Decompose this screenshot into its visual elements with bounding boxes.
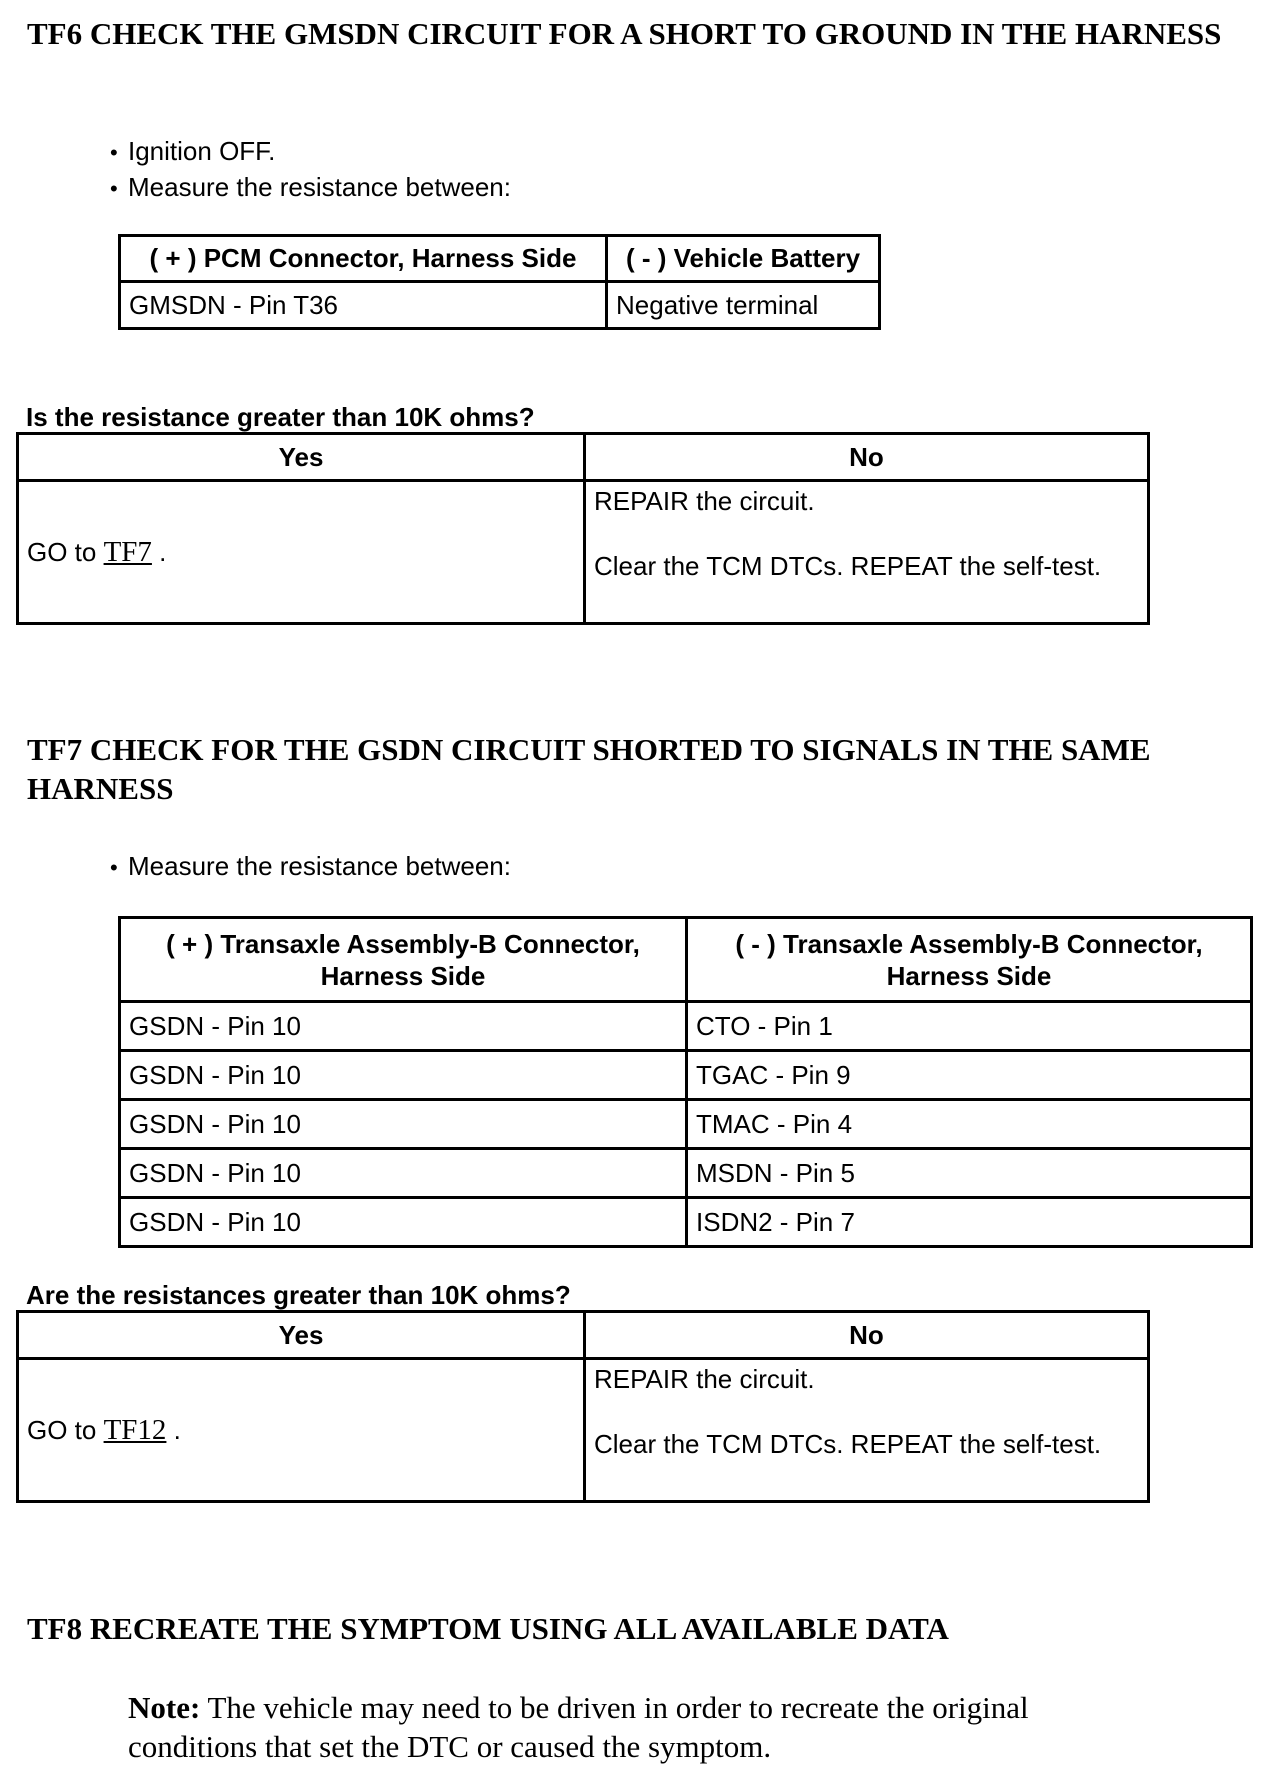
tf7-no-repair: REPAIR the circuit.: [594, 1364, 815, 1394]
tf8-note-label: Note:: [128, 1690, 201, 1725]
tf7-measurement-table: [118, 916, 1253, 1248]
tf6-title: TF6 CHECK THE GMSDN CIRCUIT FOR A SHORT TO GROUND IN THE HARNESS: [27, 16, 1222, 51]
tf6-question: Is the resistance greater than 10K ohms?: [26, 402, 535, 432]
tf7-col-negative-header: ( - ) Transaxle Assembly-B Connector, Harness Side: [687, 918, 1252, 1002]
tf7-no-cell: [585, 1359, 1149, 1502]
tf8-title: TF8 RECREATE THE SYMPTOM USING ALL AVAILABLE DATA: [27, 1611, 949, 1646]
tf7-bullet-measure: • Measure the resistance between:: [110, 849, 511, 885]
tf12-link[interactable]: TF12: [103, 1413, 167, 1446]
tf6-col-positive-header: ( + ) PCM Connector, Harness Side: [120, 236, 607, 282]
tf7-row2-positive: GSDN - Pin 10: [120, 1051, 687, 1100]
tf7-yes-header: Yes: [18, 1312, 585, 1359]
tf6-bullet-ignition: • Ignition OFF.: [110, 134, 511, 170]
tf7-question: Are the resistances greater than 10K ohms?: [26, 1280, 571, 1310]
tf7-decision-table: [16, 1310, 1150, 1503]
tf6-yes-prefix: GO to: [27, 536, 104, 567]
tf6-yes-header: Yes: [18, 434, 585, 481]
tf6-cell-positive: GMSDN - Pin T36: [120, 282, 607, 329]
tf7-row5-negative: ISDN2 - Pin 7: [687, 1198, 1252, 1247]
tf6-no-cell: [585, 481, 1149, 624]
tf6-no-clear-dtcs: Clear the TCM DTCs. REPEAT the self-test.: [594, 551, 1102, 581]
tf6-decision-table: [16, 432, 1150, 625]
tf8-note: [128, 1688, 1128, 1766]
tf7-row3-negative: TMAC - Pin 4: [687, 1100, 1252, 1149]
tf7-row3-positive: GSDN - Pin 10: [120, 1100, 687, 1149]
tf6-no-header: No: [585, 434, 1149, 481]
tf8-note-text: The vehicle may need to be driven in order to recreate the original conditions that set the DTC or caused the symptom.: [128, 1690, 1029, 1764]
tf7-no-header: No: [585, 1312, 1149, 1359]
tf6-instructions: [110, 134, 511, 206]
tf7-yes-prefix: GO to: [27, 1414, 104, 1445]
tf7-no-clear-dtcs: Clear the TCM DTCs. REPEAT the self-test.: [594, 1429, 1102, 1459]
tf6-bullet-measure: • Measure the resistance between:: [110, 170, 511, 206]
tf7-row4-negative: MSDN - Pin 5: [687, 1149, 1252, 1198]
tf7-title: TF7 CHECK FOR THE GSDN CIRCUIT SHORTED TO SIGNALS IN THE SAME HARNESS: [27, 732, 1151, 806]
tf7-row4-positive: GSDN - Pin 10: [120, 1149, 687, 1198]
tf6-col-negative-header: ( - ) Vehicle Battery: [607, 236, 880, 282]
tf7-col-positive-header: ( + ) Transaxle Assembly-B Connector, Harness Side: [120, 918, 687, 1002]
tf7-yes-cell: [18, 1359, 585, 1502]
tf7-instructions: [110, 849, 511, 885]
tf7-yes-suffix: .: [166, 1414, 181, 1445]
tf6-no-repair: REPAIR the circuit.: [594, 486, 815, 516]
tf7-row1-positive: GSDN - Pin 10: [120, 1002, 687, 1051]
tf6-yes-suffix: .: [151, 536, 167, 567]
tf6-cell-negative: Negative terminal: [607, 282, 880, 329]
tf7-row1-negative: CTO - Pin 1: [687, 1002, 1252, 1051]
tf6-yes-cell: [18, 481, 585, 624]
tf7-link[interactable]: TF7: [103, 535, 152, 568]
tf6-measurement-table: [118, 234, 881, 330]
tf7-row2-negative: TGAC - Pin 9: [687, 1051, 1252, 1100]
tf7-row5-positive: GSDN - Pin 10: [120, 1198, 687, 1247]
